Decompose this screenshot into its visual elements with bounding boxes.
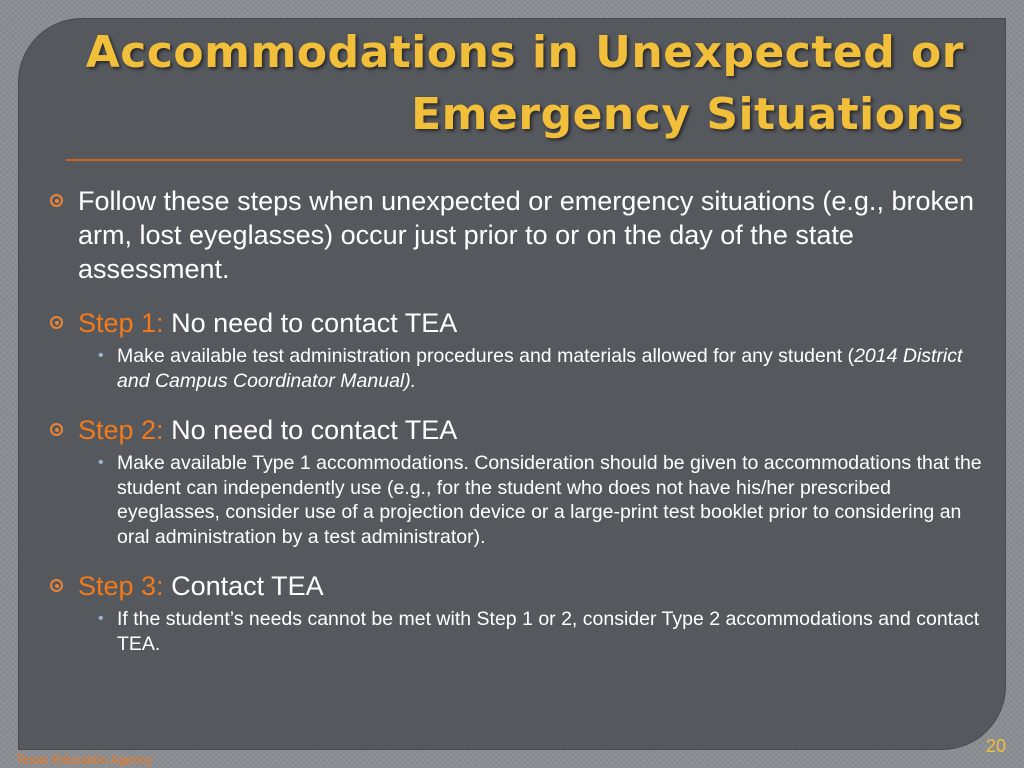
step-2-bullet [48,413,988,447]
title-divider [66,159,962,161]
circle-bullet-icon [50,194,63,207]
step-2-heading: No need to contact TEA [171,415,458,445]
step-3-bullet [48,569,988,603]
step-1-detail-text: Make available test administration procedures and materials allowed for any student ( [117,345,855,367]
dot-bullet-icon: • [98,454,104,471]
step-1-detail [48,344,988,393]
step-1-heading: No need to contact TEA [171,308,458,338]
dot-bullet-icon: • [98,347,104,364]
step-1-label: Step 1: [78,308,164,338]
intro-bullet [48,184,988,286]
step-2-detail [48,451,988,549]
circle-bullet-icon [50,316,63,329]
slide-title [64,22,964,146]
circle-bullet-icon [50,423,63,436]
title-line-2: Emergency Situations [411,89,964,140]
step-2-label: Step 2: [78,415,164,445]
step-2-detail-text: Make available Type 1 accommodations. Consideration should be given to accommodations that the student can independently use (e.g., for the student who does not have his/her prescribed eyeglasses, consider use of a projection device or a large-print test booklet prior to considering an oral administration by a test administrator). [117,452,982,548]
title-line-1: Accommodations in Unexpected or [85,27,964,78]
page-number: 20 [985,736,1006,756]
dot-bullet-icon: • [98,610,104,627]
step-1-bullet [48,306,988,340]
step-3-heading: Contact TEA [171,571,324,601]
step-3-detail-text: If the student’s needs cannot be met with Step 1 or 2, consider Type 2 accommodations and contact TEA. [117,608,980,655]
footer-organization: Texas Education Agency [16,753,153,767]
step-3-detail [48,607,988,656]
step-3-label: Step 3: [78,571,164,601]
slide-content [48,184,988,676]
step-1-detail-italic: 2014 District and Campus Coordinator Manual). [117,345,963,392]
circle-bullet-icon [50,579,63,592]
intro-text: Follow these steps when unexpected or emergency situations (e.g., broken arm, lost eyeglasses) occur just prior to or on the day of the state assessment. [78,186,974,284]
